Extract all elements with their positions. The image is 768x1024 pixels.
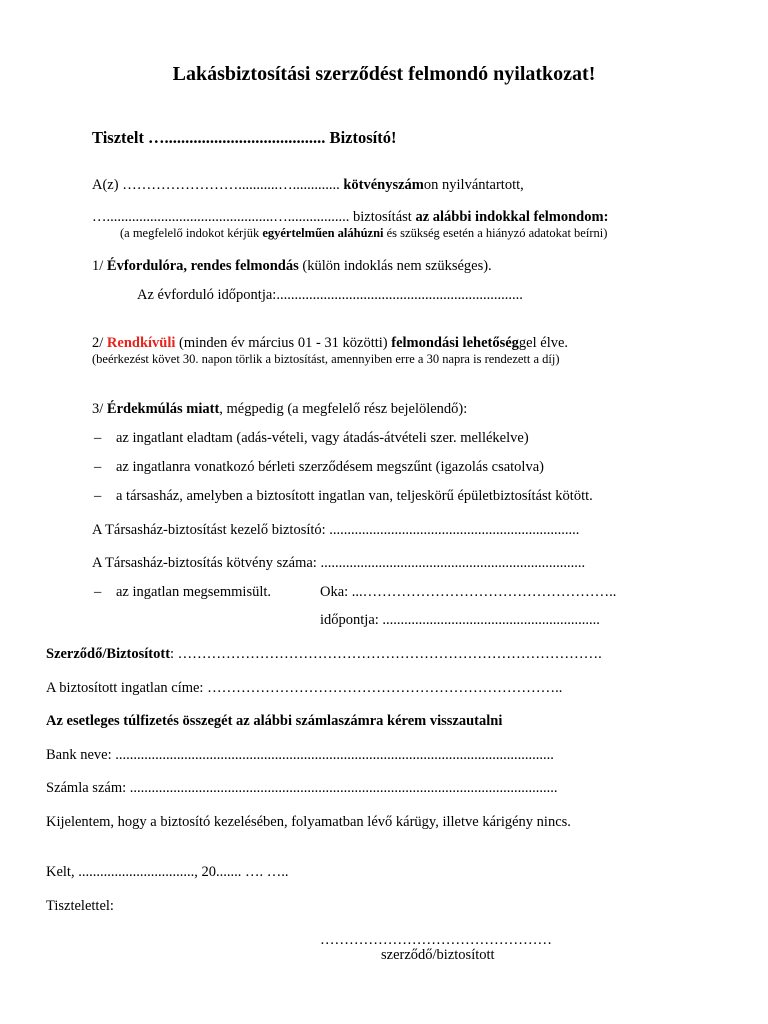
option-1-heading — [92, 257, 492, 275]
option-1-bold: Évfordulóra, rendes felmondás — [106, 258, 299, 274]
policy-number-bold: kötvényszám — [343, 177, 424, 193]
destruction-reason-field: Oka: ...…………………………………………….. — [320, 584, 617, 600]
list-dash: – — [94, 430, 102, 446]
property-address-field: A biztosított ingatlan címe: ……………………………………………………………….. — [46, 680, 563, 696]
policy-number-line — [92, 176, 524, 194]
option-2-bold: felmondási lehetőség — [391, 335, 519, 351]
option-3-heading — [92, 400, 467, 418]
signature-label: szerződő/biztosított — [381, 947, 495, 963]
option-3-bold: Érdekmúlás miatt — [106, 401, 220, 417]
option-3-number: 3/ — [92, 401, 107, 417]
instruction-prefix: (a megfelelő indokot kérjük — [120, 226, 263, 240]
instruction-bold: egyértelműen aláhúzni — [262, 226, 384, 240]
signature-line: ………………………………………… — [320, 932, 552, 948]
list-item-condo-insurance: a társasház, amelyben a biztosított ingatlan van, teljeskörű épületbiztosítást kötött. — [116, 488, 593, 504]
insurance-line — [92, 208, 608, 226]
list-item-destroyed: az ingatlan megsemmisült. — [116, 584, 272, 600]
policy-number-suffix: on nyilvántartott, — [423, 177, 524, 193]
list-dash: – — [94, 459, 102, 475]
instruction-suffix: és szükség esetén a hiányzó adatokat beírni) — [383, 226, 608, 240]
insured-party-suffix: : ……………………………………………………………………………. — [170, 646, 602, 662]
dated-field: Kelt, ................................, 20....... …. ….. — [46, 864, 289, 880]
option-2-suffix: gel élve. — [518, 335, 569, 351]
anniversary-date-field: Az évforduló időpontja:.................................................................... — [137, 287, 523, 303]
declaration-text: Kijelentem, hogy a biztosító kezelésében, folyamatban lévő kárügy, illetve kárigény nincs. — [46, 814, 571, 830]
option-2-middle: (minden év március 01 - 31 közötti) — [175, 335, 392, 351]
option-2-note: (beérkezést követ 30. napon törlik a biztosítást, amennyiben erre a 30 napra is rendezett a díj) — [92, 352, 560, 366]
option-2-number: 2/ — [92, 335, 107, 351]
condo-policy-number-field: A Társasház-biztosítás kötvény száma: ......................................................................... — [92, 555, 586, 571]
insurance-line-prefix: …..............................................…................. biztosítást — [92, 209, 416, 225]
list-item-sold: az ingatlant eladtam (adás-vételi, vagy átadás-átvételi szer. mellékelve) — [116, 430, 529, 446]
insurance-line-bold: az alábbi indokkal felmondom: — [415, 209, 609, 225]
condo-insurer-field: A Társasház-biztosítást kezelő biztosító: ..................................................................... — [92, 522, 580, 538]
option-1-suffix: (külön indoklás nem szükséges). — [298, 258, 492, 274]
instruction-note — [120, 226, 607, 241]
insured-party-field — [46, 645, 602, 663]
insured-party-bold: Szerződő/Biztosított — [46, 646, 171, 662]
list-dash: – — [94, 584, 102, 600]
list-item-lease-ended: az ingatlanra vonatkozó bérleti szerződésem megszűnt (igazolás csatolva) — [116, 459, 544, 475]
destruction-date-field: időpontja: ............................................................ — [320, 612, 600, 628]
option-2-red: Rendkívüli — [106, 335, 176, 351]
document-title: Lakásbiztosítási szerződést felmondó nyilatkozat! — [172, 63, 596, 85]
bank-name-field: Bank neve: ......................................................................................................................... — [46, 747, 554, 763]
regards-text: Tisztelettel: — [46, 898, 114, 914]
option-2-heading — [92, 334, 568, 352]
list-dash: – — [94, 488, 102, 504]
policy-number-prefix: A(z) ……………………...........…............. — [92, 177, 344, 193]
refund-heading: Az esetleges túlfizetés összegét az alábbi számlaszámra kérem visszautalni — [46, 713, 503, 729]
option-3-suffix: , mégpedig (a megfelelő rész bejelölendő): — [219, 401, 468, 417]
salutation: Tisztelt …....................................... Biztosító! — [92, 128, 397, 147]
option-1-number: 1/ — [92, 258, 107, 274]
account-number-field: Számla szám: ...................................................................................................................... — [46, 780, 558, 796]
